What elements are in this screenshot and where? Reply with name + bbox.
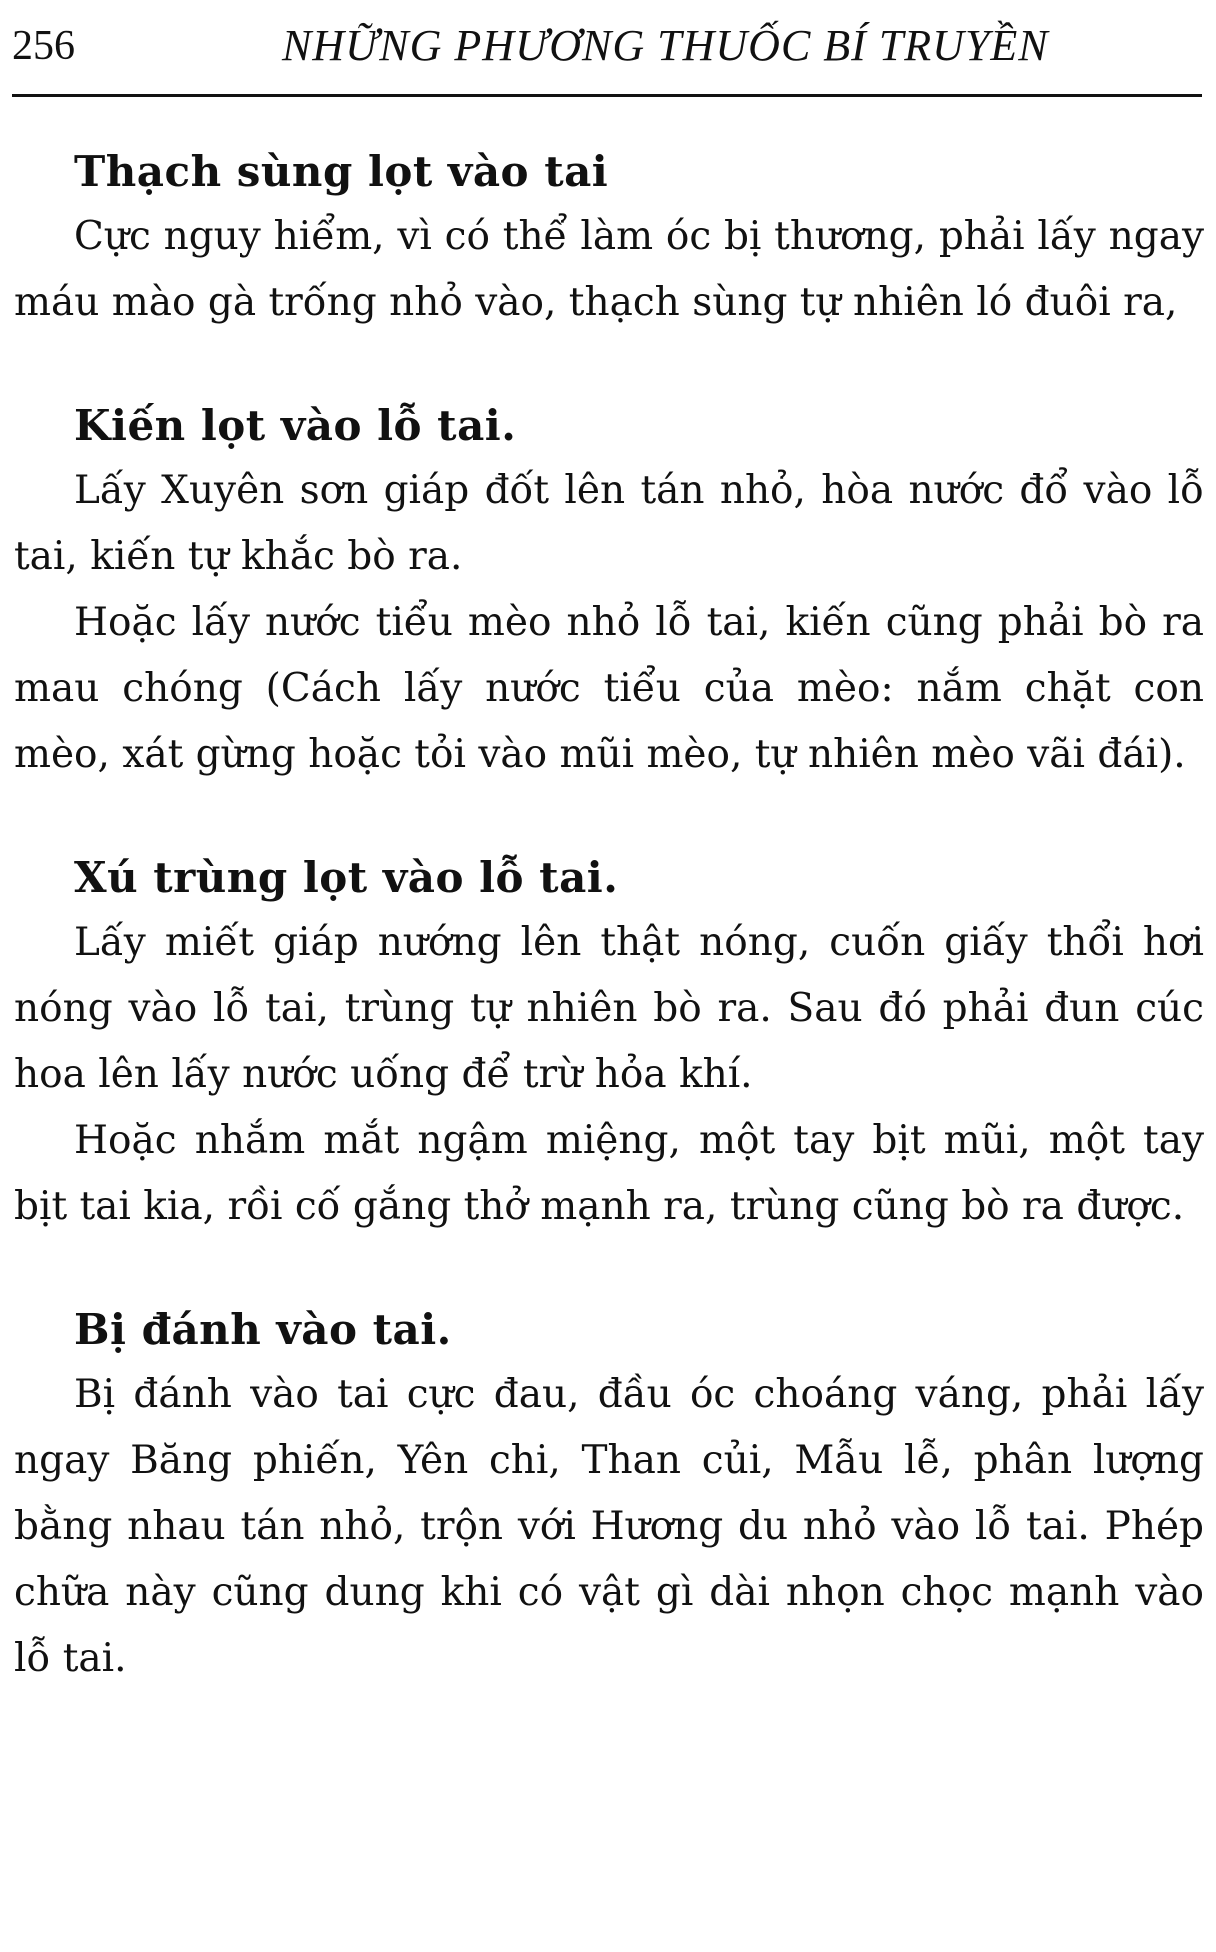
- section-bug-in-ear: [14, 846, 1204, 1240]
- section-heading: Bị đánh vào tai.: [74, 1305, 452, 1354]
- page-number: 256: [12, 23, 75, 69]
- section-struck-on-ear: [14, 1298, 1204, 1692]
- section-gecko-in-ear: [14, 140, 1204, 336]
- header-rule: [12, 94, 1202, 97]
- section-heading: Xú trùng lọt vào lỗ tai.: [74, 853, 619, 902]
- section-heading: Kiến lọt vào lỗ tai.: [74, 401, 517, 450]
- section-heading: Thạch sùng lọt vào tai: [74, 147, 609, 196]
- paragraph: Hoặc nhắm mắt ngậm miệng, một tay bịt mũi, một tay bịt tai kia, rồi cố gắng thở mạnh ra, trùng cũng bò ra được.: [14, 1118, 1204, 1229]
- paragraph: Lấy Xuyên sơn giáp đốt lên tán nhỏ, hòa nước đổ vào lỗ tai, kiến tự khắc bò ra.: [14, 468, 1204, 579]
- paragraph: Lấy miết giáp nướng lên thật nóng, cuốn giấy thổi hơi nóng vào lỗ tai, trùng tự nhiên bò ra. Sau đó phải đun cúc hoa lên lấy nước uống để trừ hỏa khí.: [14, 920, 1204, 1097]
- paragraph: Cực nguy hiểm, vì có thể làm óc bị thương, phải lấy ngay máu mào gà trống nhỏ vào, thạch sùng tự nhiên ló đuôi ra,: [14, 214, 1204, 325]
- section-ant-in-ear: [14, 394, 1204, 788]
- page-header: [12, 20, 1206, 80]
- running-title: NHỮNG PHƯƠNG THUỐC BÍ TRUYỀN: [282, 21, 1049, 70]
- paragraph: Hoặc lấy nước tiểu mèo nhỏ lỗ tai, kiến cũng phải bò ra mau chóng (Cách lấy nước tiểu của mèo: nắm chặt con mèo, xát gừng hoặc tỏi vào mũi mèo, tự nhiên mèo vãi đái).: [14, 600, 1204, 777]
- page-body: [14, 140, 1204, 1750]
- paragraph: Bị đánh vào tai cực đau, đầu óc choáng váng, phải lấy ngay Băng phiến, Yên chi, Than củi, Mẫu lễ, phân lượng bằng nhau tán nhỏ, trộn với Hương du nhỏ vào lỗ tai. Phép chữa này cũng dung khi có vật gì dài nhọn chọc mạnh vào lỗ tai.: [14, 1372, 1204, 1681]
